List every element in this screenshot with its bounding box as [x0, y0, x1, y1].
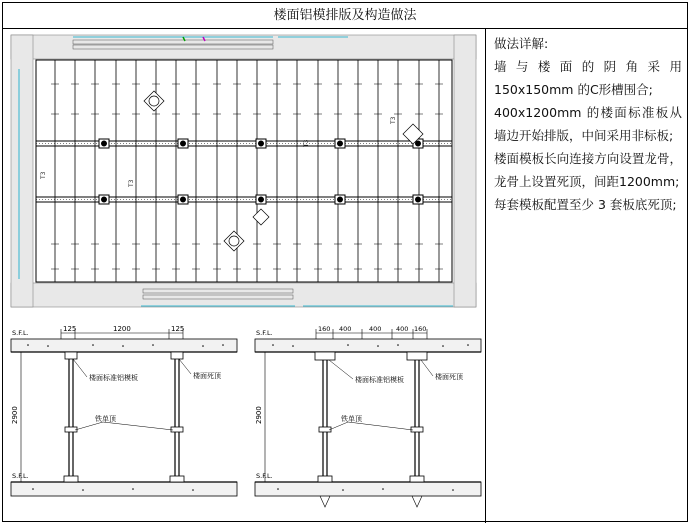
plan-mark-4: T3	[40, 171, 47, 179]
left-dim-1: 125	[63, 325, 77, 333]
description-paragraph-4: 每套模板配置至少 3 套板底死顶;	[494, 197, 677, 212]
left-dim-3: 125	[171, 325, 185, 333]
description-cell	[486, 29, 689, 523]
left-label-prop: 楼面死顶	[193, 372, 221, 380]
description-text	[494, 32, 682, 216]
section-right	[255, 325, 481, 507]
right-height-dim: 2900	[255, 406, 263, 424]
description-paragraph-1: 墙与楼面的阴角采用150x150mm 的C形槽围合;	[494, 59, 682, 97]
plan-mark-2: T3	[303, 139, 310, 147]
left-label-panel: 楼面标准铝模板	[89, 374, 138, 382]
plan-mark-1: T3	[128, 179, 135, 187]
description-heading: 做法详解:	[494, 36, 549, 51]
drawing-cell	[3, 29, 486, 523]
right-dim-5: 160	[414, 325, 427, 333]
description-paragraph-2: 400x1200mm 的楼面标准板从墙边开始排版，中间采用非标板;	[494, 105, 682, 143]
left-dim-2: 1200	[113, 325, 131, 333]
plan-mark-3: T3	[390, 116, 397, 124]
left-height-dim: 2900	[11, 406, 19, 424]
title-row	[3, 3, 687, 29]
table-frame	[2, 2, 688, 522]
right-dim-2: 400	[339, 325, 352, 333]
section-left	[11, 325, 237, 496]
right-sfl-top: S.F.L.	[256, 329, 273, 337]
description-paragraph-3: 楼面模板长向连接方向设置龙骨，龙骨上设置死顶，间距1200mm;	[494, 151, 682, 189]
plan-view	[11, 35, 476, 307]
right-dim-4: 400	[396, 325, 409, 333]
drawing-svg	[3, 29, 486, 523]
right-dim-1: 160	[318, 325, 331, 333]
right-label-prop: 楼面死顶	[435, 373, 463, 381]
left-label-support: 铁单顶	[95, 415, 116, 423]
page-title: 楼面铝模排版及构造做法	[273, 8, 417, 23]
left-sfl-top: S.F.L.	[12, 329, 29, 337]
right-label-support: 铁单顶	[341, 415, 362, 423]
right-sfl-bottom: S.F.L.	[256, 472, 273, 480]
right-dim-3: 400	[369, 325, 382, 333]
right-label-panel: 楼面标准铝模板	[355, 376, 404, 384]
left-sfl-bottom: S.F.L.	[12, 472, 29, 480]
